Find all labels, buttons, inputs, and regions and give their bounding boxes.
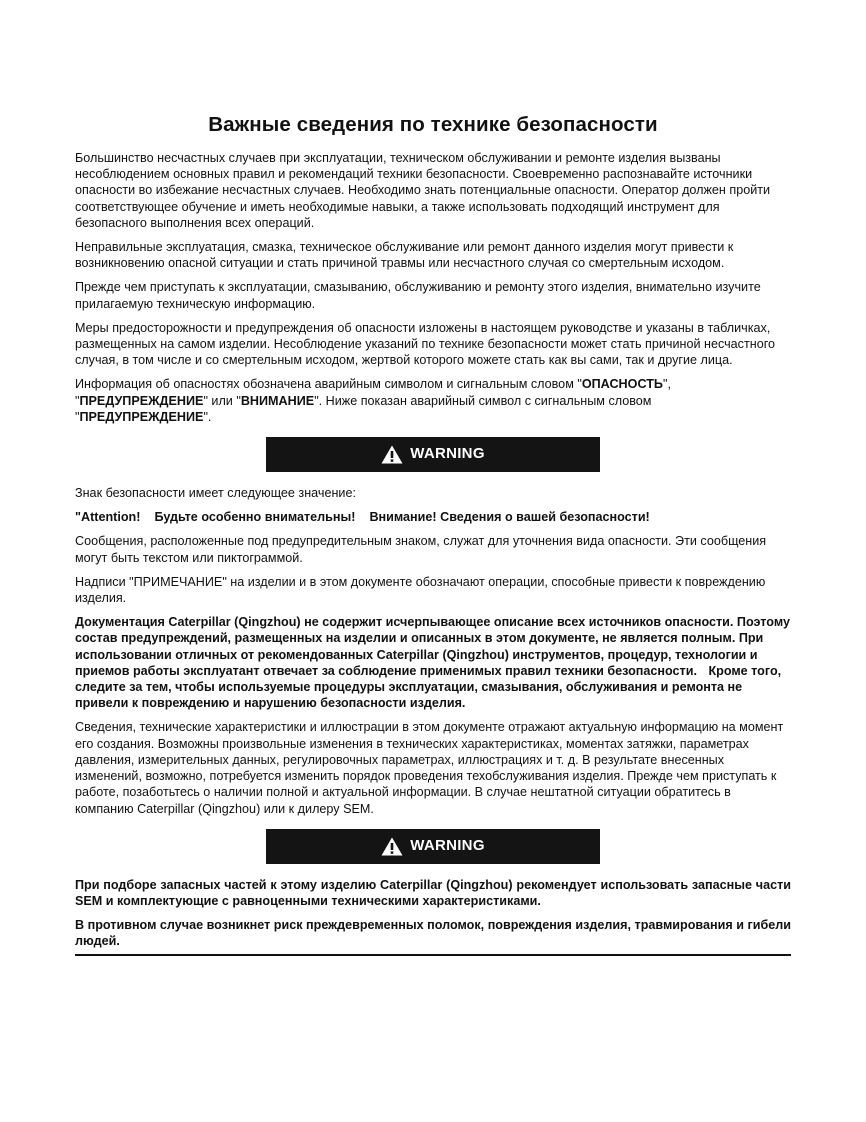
signal-words-text-b: ", " [75, 377, 671, 408]
signal-word-danger: ОПАСНОСТЬ [581, 377, 663, 392]
paragraph-messages-under-sign: Сообщения, расположенные под предупредительным знаком, служат для уточнения вида опасности. Эти сообщения могут быть текстом или пиктограммой. [75, 534, 767, 565]
attention-part-3: Внимание! Сведения о вашей безопасности! [369, 510, 650, 525]
signal-word-warning-2: ПРЕДУПРЕЖДЕНИЕ [79, 409, 204, 424]
disclaimer-part-1: Документация Caterpillar (Qingzhou) не содержит исчерпывающее описание всех источников опасности. Поэтому состав предупреждений, размещенных на изделии и описанных в этом документе, не является полным. При использовании отличных от рекомендованных Caterpillar (Qingzhou) инструментов, процедур, технологии и приемов работы эксплуатант отвечает за соблюдение применимых правил техники безопасности. [75, 615, 790, 678]
paragraph-signal-words [75, 376, 791, 425]
paragraph-note-labels: Надписи "ПРИМЕЧАНИЕ" на изделии и в этом документе обозначают операции, способные привести к повреждению изделия. [75, 574, 766, 606]
signal-word-warning: ПРЕДУПРЕЖДЕНИЕ [79, 393, 204, 408]
paragraph-attention [75, 509, 791, 525]
signal-words-text-c: " или " [203, 393, 241, 408]
paragraph-risk: В противном случае возникнет риск преждевременных поломок, повреждения изделия, травмирования и гибели людей. [75, 918, 791, 949]
paragraph-information-changes: Сведения, технические характеристики и иллюстрации в этом документе отражают актуальную информацию на момент его создания. Возможны произвольные изменения в технических характеристиках, моментах затяжки, параметрах давления, измерительных данных, регулировочных параметрах, иллюстрациях и т. д. В результате внесенных изменений, возможно, потребуется изменить порядок проведения техобслуживания изделия. Прежде чем приступать к работе, позаботьтесь о наличии полной и актуальной информации. В случае нештатной ситуации обратитесь в компанию Caterpillar (Qingzhou) или к дилеру SEM. [75, 720, 784, 816]
warning-banner-label: WARNING [410, 445, 485, 463]
disclaimer-part-2: Кроме того, следите за тем, чтобы используемые процедуры эксплуатации, смазывания, обслуживания и ремонта не привели к повреждению и нарушению безопасности изделия. [75, 663, 782, 711]
warning-banner [266, 437, 600, 472]
paragraph-precautions: Меры предосторожности и предупреждения об опасности изложены в настоящем руководстве и указаны в табличках, размещенных на самом изделии. Несоблюдение указаний по технике безопасности может стать причиной несчастного случая, в том числе и со смертельным исходом, жертвой которого можете стать как вы сами, так и другие лица. [75, 320, 776, 368]
paragraph-safety-sign-meaning: Знак безопасности имеет следующее значение: [75, 486, 356, 501]
paragraph-improper-operation: Неправильные эксплуатация, смазка, техническое обслуживание или ремонт данного изделия могут привести к возникновению опасной ситуации и стать причиной травмы или несчастного случая со смертельным исходом. [75, 240, 734, 271]
paragraph-accidents-causes: Большинство несчастных случаев при эксплуатации, техническом обслуживании и ремонте изделия вызваны несоблюдением основных правил и рекомендаций техники безопасности. Своевременно распознавайте источники опасности во избежание несчастных случаев. Необходимо знать потенциальные опасности. Оператор должен пройти соответствующее обучение и иметь необходимые навыки, а также использовать подходящий инструмент для безопасного выполнения всех операций. [75, 151, 771, 230]
attention-part-1: "Attention! [75, 510, 141, 525]
warning-triangle-icon [381, 445, 403, 464]
signal-words-text-a: Информация об опасностях обозначена аварийным символом и сигнальным словом " [75, 377, 582, 392]
safety-document [75, 112, 791, 956]
paragraph-documentation-disclaimer [75, 614, 791, 711]
signal-words-text-d: ". Ниже показан аварийный символ с сигнальным словом " [75, 393, 652, 424]
warning-triangle-icon [381, 837, 403, 856]
signal-word-attention: ВНИМАНИЕ [240, 393, 315, 408]
bottom-divider [75, 954, 791, 956]
warning-banner-2 [266, 829, 600, 864]
paragraph-spare-parts: При подборе запасных частей к этому изделию Caterpillar (Qingzhou) рекомендует использовать запасные части SEM и комплектующие с равноценными техническими характеристиками. [75, 877, 791, 908]
signal-words-text-e: ". [203, 409, 212, 424]
paragraph-read-before-use: Прежде чем приступать к эксплуатации, смазыванию, обслуживанию и ремонту этого изделия, внимательно изучите прилагаемую техническую информацию. [75, 280, 761, 311]
warning-banner-label-2: WARNING [410, 837, 485, 855]
page-title: Важные сведения по технике безопасности [208, 113, 658, 136]
attention-part-2: Будьте особенно внимательны! [154, 510, 356, 525]
